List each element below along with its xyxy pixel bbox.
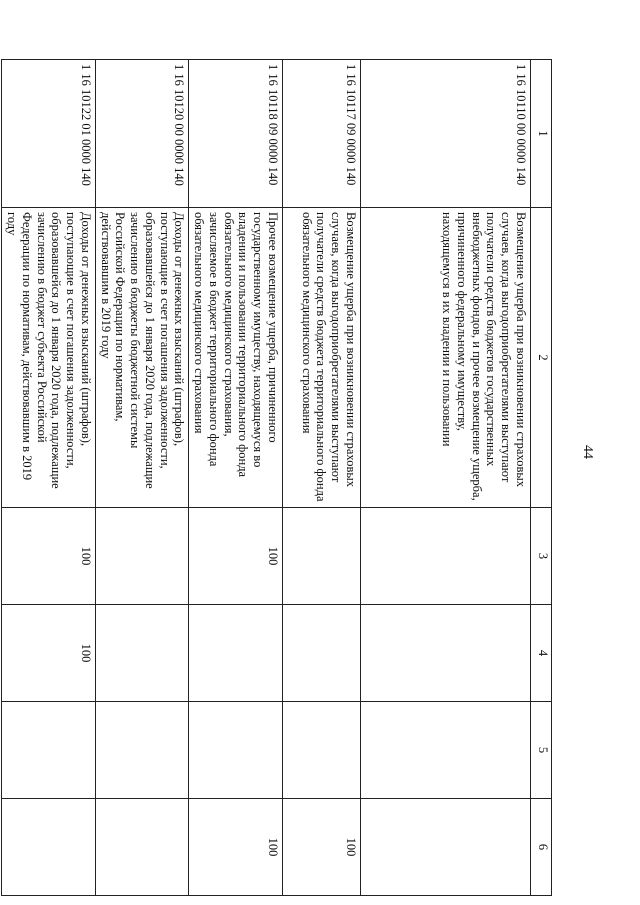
rotated-table-frame: [5, 59, 552, 895]
budget-code-cell: 1 16 10110 00 0000 140: [361, 60, 531, 208]
column-header: 4: [531, 605, 552, 702]
normative-cell-5: [189, 702, 283, 799]
normative-cell-5: [283, 702, 361, 799]
normative-cell-4: [283, 605, 361, 702]
table-row: [189, 60, 283, 896]
normative-cell-6: [361, 799, 531, 896]
normative-cell-6: [96, 799, 190, 896]
table-row: [283, 60, 361, 896]
budget-code-cell: 1 16 10118 09 0000 140: [189, 60, 283, 208]
normative-cell-3: [96, 508, 190, 605]
revenue-distribution-table: [2, 59, 553, 896]
revenue-name-cell: Доходы от денежных взысканий (штрафов), поступающие в счет погашения задолженности, образовавшейся до 1 января 2020 года, подлежащие зачислению в бюджет субъекта Российской Федерации по нормативам, действовавшим в 2019 году: [2, 208, 96, 508]
normative-cell-3: [283, 508, 361, 605]
normative-cell-5: [2, 702, 96, 799]
revenue-name-cell: Возмещение ущерба при возникновении страховых случаев, когда выгодоприобретателями выступают получатели средств бюджета территориального фонда обязательного медицинского страхования: [283, 208, 361, 508]
normative-cell-3: 100: [189, 508, 283, 605]
normative-cell-6: 100: [189, 799, 283, 896]
normative-cell-4: [361, 605, 531, 702]
column-header: 1: [531, 60, 552, 208]
column-header: 3: [531, 508, 552, 605]
budget-code-cell: 1 16 10117 09 0000 140: [283, 60, 361, 208]
normative-cell-5: [96, 702, 190, 799]
table-row: [2, 60, 96, 896]
budget-code-cell: 1 16 10122 01 0000 140: [2, 60, 96, 208]
table-row: [361, 60, 531, 896]
page-number: 44: [580, 445, 595, 459]
normative-cell-6: 100: [283, 799, 361, 896]
normative-cell-3: 100: [2, 508, 96, 605]
column-header: 6: [531, 799, 552, 896]
revenue-name-cell: Возмещение ущерба при возникновении страховых случаев, когда выгодоприобретателями выступают получатели средств бюджетов государственных внебюджетных фондов, и прочее возмещение ущерба, причиненного федеральному имуществу, находящемуся в их владении и пользовании: [361, 208, 531, 508]
normative-cell-4: [96, 605, 190, 702]
column-header: 5: [531, 702, 552, 799]
revenue-name-cell: Доходы от денежных взысканий (штрафов), поступающие в счет погашения задолженности, образовавшейся до 1 января 2020 года, подлежащие зачислению в бюджеты бюджетной системы Российской Федерации по нормативам, действовавшим в 2019 году: [96, 208, 190, 508]
table-header-row: [531, 60, 552, 896]
revenue-name-cell: Прочее возмещение ущерба, причиненного государственному имуществу, находящемуся во владении и пользовании территориального фонда обязательного медицинского страхования, зачисляемое в бюджет территориального фонда обязательного медицинского страхования: [189, 208, 283, 508]
column-header: 2: [531, 208, 552, 508]
budget-code-cell: 1 16 10120 00 0000 140: [96, 60, 190, 208]
normative-cell-6: [2, 799, 96, 896]
normative-cell-4: [189, 605, 283, 702]
normative-cell-3: [361, 508, 531, 605]
normative-cell-5: [361, 702, 531, 799]
table-row: [96, 60, 190, 896]
normative-cell-4: 100: [2, 605, 96, 702]
